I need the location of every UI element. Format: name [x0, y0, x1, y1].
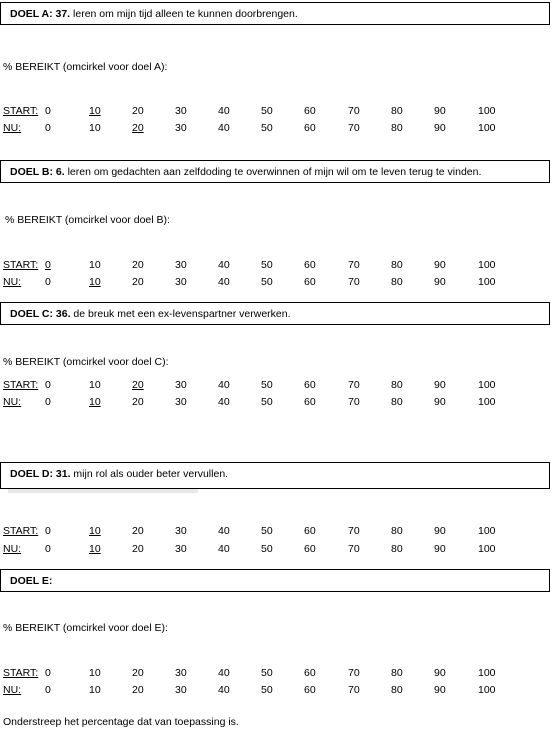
goal-c-header — [0, 302, 550, 325]
percentage-option-30[interactable]: 30 — [175, 543, 187, 555]
footer-instruction: Onderstreep het percentage dat van toepassing is. — [3, 716, 239, 728]
percentage-option-100[interactable]: 100 — [478, 684, 496, 696]
percentage-option-90[interactable]: 90 — [434, 259, 446, 271]
goal-c-prompt: % BEREIKT (omcirkel voor doel C): — [3, 356, 169, 368]
percentage-option-90[interactable]: 90 — [434, 396, 446, 408]
percentage-option-40[interactable]: 40 — [218, 525, 230, 537]
goal-d-header — [0, 462, 550, 489]
percentage-option-20[interactable]: 20 — [132, 259, 144, 271]
percentage-option-30[interactable]: 30 — [175, 525, 187, 537]
percentage-option-0[interactable]: 0 — [45, 122, 51, 134]
nu-label: NU: — [3, 543, 22, 555]
goal-e-header — [0, 569, 550, 592]
percentage-option-100[interactable]: 100 — [478, 543, 496, 555]
goal-b-title-bold: DOEL B: 6. — [10, 166, 65, 178]
percentage-option-30[interactable]: 30 — [175, 105, 187, 117]
goal-a-start-row — [0, 105, 554, 119]
percentage-option-20[interactable]: 20 — [132, 396, 144, 408]
percentage-option-80[interactable]: 80 — [391, 105, 403, 117]
percentage-option-80[interactable]: 80 — [391, 667, 403, 679]
percentage-option-10[interactable]: 10 — [89, 667, 101, 679]
start-label: START: — [3, 379, 39, 391]
percentage-option-80[interactable]: 80 — [391, 543, 403, 555]
percentage-option-100[interactable]: 100 — [478, 259, 496, 271]
goal-b-prompt: % BEREIKT (omcirkel voor doel B): — [5, 214, 170, 226]
nu-label: NU: — [3, 396, 22, 408]
goal-d-title-text: mijn rol als ouder beter vervullen. — [70, 468, 229, 480]
goal-d-title-bold: DOEL D: 31. — [10, 468, 71, 480]
percentage-option-40[interactable]: 40 — [218, 105, 230, 117]
percentage-option-40[interactable]: 40 — [218, 122, 230, 134]
goal-d-start-row — [0, 525, 554, 539]
percentage-option-60[interactable]: 60 — [304, 105, 316, 117]
percentage-option-60[interactable]: 60 — [304, 684, 316, 696]
percentage-option-40[interactable]: 40 — [218, 396, 230, 408]
goal-e-nu-row — [0, 684, 554, 698]
goal-b-start-row — [0, 259, 554, 273]
percentage-option-50[interactable]: 50 — [261, 105, 273, 117]
percentage-option-20[interactable]: 20 — [132, 122, 144, 134]
percentage-option-10[interactable]: 10 — [89, 396, 101, 408]
nu-label: NU: — [3, 684, 22, 696]
percentage-option-0[interactable]: 0 — [45, 396, 51, 408]
goal-e-title-bold: DOEL E: — [10, 575, 53, 587]
percentage-option-30[interactable]: 30 — [175, 396, 187, 408]
percentage-option-50[interactable]: 50 — [261, 276, 273, 288]
percentage-option-60[interactable]: 60 — [304, 667, 316, 679]
percentage-option-70[interactable]: 70 — [348, 105, 360, 117]
percentage-option-10[interactable]: 10 — [89, 259, 101, 271]
percentage-option-0[interactable]: 0 — [45, 525, 51, 537]
start-label: START: — [3, 259, 39, 271]
percentage-option-50[interactable]: 50 — [261, 525, 273, 537]
percentage-option-40[interactable]: 40 — [218, 684, 230, 696]
goal-c-title-text: de breuk met een ex-levenspartner verwerken. — [70, 308, 291, 320]
percentage-option-0[interactable]: 0 — [45, 684, 51, 696]
percentage-option-70[interactable]: 70 — [348, 276, 360, 288]
percentage-option-30[interactable]: 30 — [175, 667, 187, 679]
goal-d-nu-row — [0, 543, 554, 557]
percentage-option-80[interactable]: 80 — [391, 525, 403, 537]
percentage-option-70[interactable]: 70 — [348, 396, 360, 408]
nu-label: NU: — [3, 122, 22, 134]
goal-a-prompt: % BEREIKT (omcirkel voor doel A): — [3, 61, 168, 73]
percentage-option-100[interactable]: 100 — [478, 276, 496, 288]
goal-c-nu-row — [0, 396, 554, 410]
percentage-option-50[interactable]: 50 — [261, 543, 273, 555]
percentage-option-60[interactable]: 60 — [304, 525, 316, 537]
percentage-option-60[interactable]: 60 — [304, 543, 316, 555]
percentage-option-50[interactable]: 50 — [261, 667, 273, 679]
percentage-option-90[interactable]: 90 — [434, 667, 446, 679]
goal-b-title-text: leren om gedachten aan zelfdoding te overwinnen of mijn wil om te leven terug te vinden. — [64, 166, 482, 178]
percentage-option-90[interactable]: 90 — [434, 525, 446, 537]
percentage-option-20[interactable]: 20 — [132, 105, 144, 117]
percentage-option-40[interactable]: 40 — [218, 543, 230, 555]
percentage-option-70[interactable]: 70 — [348, 667, 360, 679]
start-label: START: — [3, 667, 39, 679]
percentage-option-90[interactable]: 90 — [434, 543, 446, 555]
percentage-option-70[interactable]: 70 — [348, 525, 360, 537]
goal-c-start-row — [0, 379, 554, 393]
percentage-option-80[interactable]: 80 — [391, 684, 403, 696]
percentage-option-100[interactable]: 100 — [478, 396, 496, 408]
percentage-option-30[interactable]: 30 — [175, 259, 187, 271]
percentage-option-10[interactable]: 10 — [89, 543, 101, 555]
percentage-option-10[interactable]: 10 — [89, 122, 101, 134]
percentage-option-50[interactable]: 50 — [261, 259, 273, 271]
start-label: START: — [3, 105, 39, 117]
percentage-option-10[interactable]: 10 — [89, 276, 101, 288]
goal-b-header — [0, 160, 550, 183]
percentage-option-0[interactable]: 0 — [45, 667, 51, 679]
percentage-option-80[interactable]: 80 — [391, 379, 403, 391]
percentage-option-70[interactable]: 70 — [348, 122, 360, 134]
percentage-option-0[interactable]: 0 — [45, 543, 51, 555]
percentage-option-20[interactable]: 20 — [132, 276, 144, 288]
goal-e-start-row — [0, 667, 554, 681]
percentage-option-100[interactable]: 100 — [478, 379, 496, 391]
percentage-option-50[interactable]: 50 — [261, 122, 273, 134]
percentage-option-60[interactable]: 60 — [304, 276, 316, 288]
percentage-option-80[interactable]: 80 — [391, 259, 403, 271]
percentage-option-30[interactable]: 30 — [175, 276, 187, 288]
goal-a-title-text: leren om mijn tijd alleen te kunnen doorbrengen. — [70, 8, 298, 20]
percentage-option-40[interactable]: 40 — [218, 276, 230, 288]
percentage-option-40[interactable]: 40 — [218, 667, 230, 679]
percentage-option-80[interactable]: 80 — [391, 396, 403, 408]
nu-label: NU: — [3, 276, 22, 288]
percentage-option-100[interactable]: 100 — [478, 105, 496, 117]
percentage-option-100[interactable]: 100 — [478, 122, 496, 134]
percentage-option-90[interactable]: 90 — [434, 276, 446, 288]
percentage-option-60[interactable]: 60 — [304, 396, 316, 408]
percentage-option-70[interactable]: 70 — [348, 543, 360, 555]
obscured-prompt-remnant — [8, 489, 198, 493]
percentage-option-90[interactable]: 90 — [434, 684, 446, 696]
goal-e-prompt: % BEREIKT (omcirkel voor doel E): — [3, 622, 168, 634]
percentage-option-50[interactable]: 50 — [261, 396, 273, 408]
percentage-option-80[interactable]: 80 — [391, 122, 403, 134]
goal-a-title-bold: DOEL A: 37. — [10, 8, 71, 20]
percentage-option-20[interactable]: 20 — [132, 684, 144, 696]
percentage-option-20[interactable]: 20 — [132, 543, 144, 555]
percentage-option-70[interactable]: 70 — [348, 379, 360, 391]
percentage-option-60[interactable]: 60 — [304, 259, 316, 271]
percentage-option-20[interactable]: 20 — [132, 379, 144, 391]
percentage-option-0[interactable]: 0 — [45, 379, 51, 391]
percentage-option-90[interactable]: 90 — [434, 379, 446, 391]
percentage-option-50[interactable]: 50 — [261, 379, 273, 391]
percentage-option-100[interactable]: 100 — [478, 667, 496, 679]
percentage-option-80[interactable]: 80 — [391, 276, 403, 288]
percentage-option-30[interactable]: 30 — [175, 379, 187, 391]
goal-a-nu-row — [0, 122, 554, 136]
percentage-option-50[interactable]: 50 — [261, 684, 273, 696]
percentage-option-60[interactable]: 60 — [304, 379, 316, 391]
percentage-option-90[interactable]: 90 — [434, 105, 446, 117]
percentage-option-40[interactable]: 40 — [218, 379, 230, 391]
percentage-option-0[interactable]: 0 — [45, 276, 51, 288]
percentage-option-10[interactable]: 10 — [89, 379, 101, 391]
percentage-option-100[interactable]: 100 — [478, 525, 496, 537]
percentage-option-0[interactable]: 0 — [45, 105, 51, 117]
percentage-option-70[interactable]: 70 — [348, 684, 360, 696]
goal-b-nu-row — [0, 276, 554, 290]
percentage-option-0[interactable]: 0 — [45, 259, 51, 271]
percentage-option-10[interactable]: 10 — [89, 684, 101, 696]
percentage-option-20[interactable]: 20 — [132, 525, 144, 537]
percentage-option-40[interactable]: 40 — [218, 259, 230, 271]
percentage-option-60[interactable]: 60 — [304, 122, 316, 134]
percentage-option-20[interactable]: 20 — [132, 667, 144, 679]
goal-c-title-bold: DOEL C: 36. — [10, 308, 71, 320]
percentage-option-90[interactable]: 90 — [434, 122, 446, 134]
percentage-option-10[interactable]: 10 — [89, 525, 101, 537]
goal-a-header — [0, 2, 550, 25]
percentage-option-30[interactable]: 30 — [175, 684, 187, 696]
start-label: START: — [3, 525, 39, 537]
percentage-option-10[interactable]: 10 — [89, 105, 101, 117]
percentage-option-70[interactable]: 70 — [348, 259, 360, 271]
percentage-option-30[interactable]: 30 — [175, 122, 187, 134]
